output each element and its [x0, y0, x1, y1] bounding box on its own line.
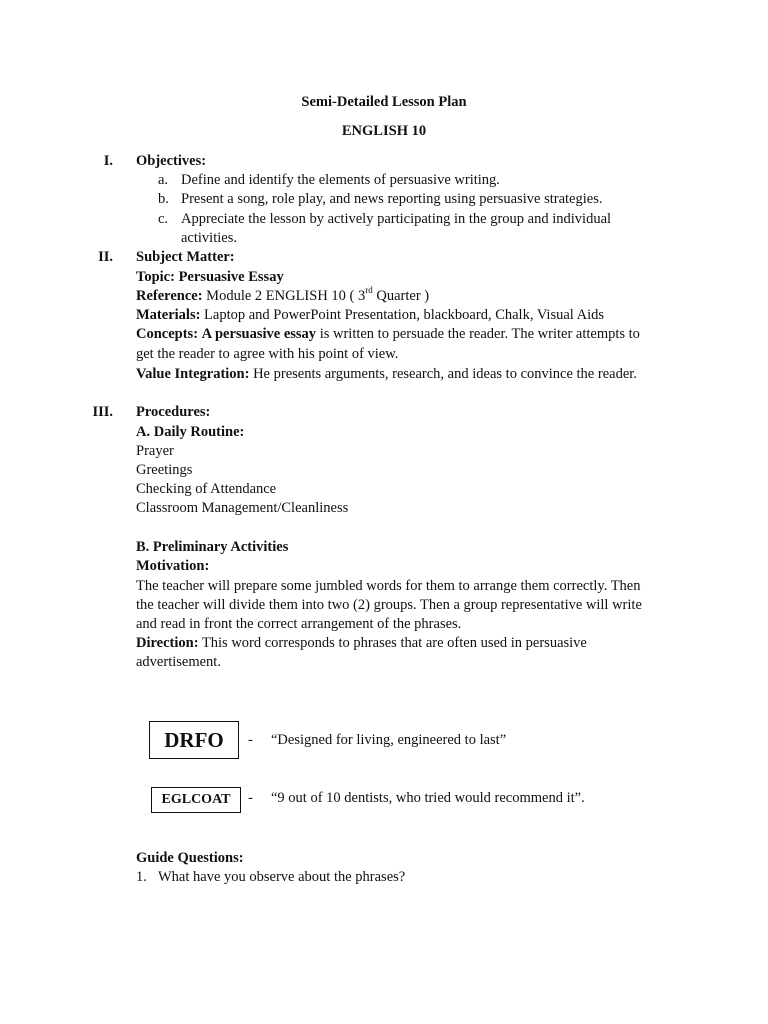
routine-item: Greetings	[136, 462, 193, 478]
reference-line	[136, 287, 429, 306]
document-title: Semi-Detailed Lesson Plan	[301, 94, 467, 110]
value-integration-label: Value Integration:	[136, 366, 250, 382]
guide-questions-heading: Guide Questions:	[136, 850, 244, 866]
subject-matter-heading: Subject Matter:	[136, 249, 235, 265]
motivation-text: The teacher will prepare some jumbled words for them to arrange them correctly. Then	[136, 578, 641, 594]
value-integration-line	[136, 365, 637, 384]
reference-label: Reference:	[136, 288, 203, 304]
routine-item: Classroom Management/Cleanliness	[136, 500, 349, 516]
jumbled-phrase: “9 out of 10 dentists, who tried would recommend it”.	[271, 790, 585, 806]
objective-text: Present a song, role play, and news reporting using persuasive strategies.	[181, 191, 603, 207]
guide-question-text: What have you observe about the phrases?	[158, 869, 406, 885]
section-numeral-subject-matter: II.	[98, 249, 113, 265]
jumbled-word-box: EGLCOAT	[151, 787, 241, 813]
guide-question-number: 1.	[136, 869, 147, 885]
objective-text: Define and identify the elements of persuasive writing.	[181, 172, 500, 188]
direction-label: Direction:	[136, 635, 199, 651]
reference-text-end: Quarter )	[372, 288, 430, 304]
motivation-text: and read in front the correct arrangement of the phrases.	[136, 616, 462, 632]
concepts-line	[136, 325, 640, 344]
routine-item: Prayer	[136, 443, 174, 459]
direction-text: This word corresponds to phrases that are often used in persuasive	[201, 635, 587, 651]
preliminary-heading: B. Preliminary Activities	[136, 539, 289, 555]
jumbled-dash: -	[248, 732, 253, 748]
objective-text-continued: activities.	[181, 230, 237, 246]
daily-routine-heading: A. Daily Routine:	[136, 424, 245, 440]
reference-superscript: rd	[365, 285, 373, 296]
jumbled-phrase: “Designed for living, engineered to last”	[271, 732, 507, 748]
document-subject: ENGLISH 10	[341, 123, 427, 139]
materials-line	[136, 306, 604, 325]
jumbled-word-box: DRFO	[149, 721, 239, 759]
direction-text-continued: advertisement.	[136, 654, 221, 670]
value-integration-text: He presents arguments, research, and ideas to convince the reader.	[253, 366, 637, 382]
objective-letter: a.	[158, 172, 169, 188]
section-numeral-procedures: III.	[92, 404, 113, 420]
topic-line: Topic: Persuasive Essay	[136, 269, 284, 285]
reference-text: Module 2 ENGLISH 10 ( 3	[206, 288, 366, 304]
motivation-text: the teacher will divide them into two (2) groups. Then a group representative will write	[136, 597, 642, 613]
routine-item: Checking of Attendance	[136, 481, 277, 497]
objective-text: Appreciate the lesson by actively participating in the group and individual	[181, 211, 612, 227]
procedures-heading: Procedures:	[136, 404, 211, 420]
jumbled-dash: -	[248, 790, 253, 806]
motivation-label: Motivation:	[136, 558, 210, 574]
concepts-bold-term: A persuasive essay	[201, 326, 317, 342]
direction-line	[136, 634, 587, 653]
concepts-text: is written to persuade the reader. The writer attempts to	[319, 326, 640, 342]
materials-text: Laptop and PowerPoint Presentation, blackboard, Chalk, Visual Aids	[204, 307, 605, 323]
section-numeral-objectives: I.	[103, 153, 113, 169]
concepts-text-continued: get the reader to agree with his point of view.	[136, 346, 399, 362]
objective-letter: c.	[158, 211, 169, 227]
objective-letter: b.	[158, 191, 169, 207]
concepts-label: Concepts:	[136, 326, 199, 342]
materials-label: Materials:	[136, 307, 201, 323]
objectives-heading: Objectives:	[136, 153, 207, 169]
